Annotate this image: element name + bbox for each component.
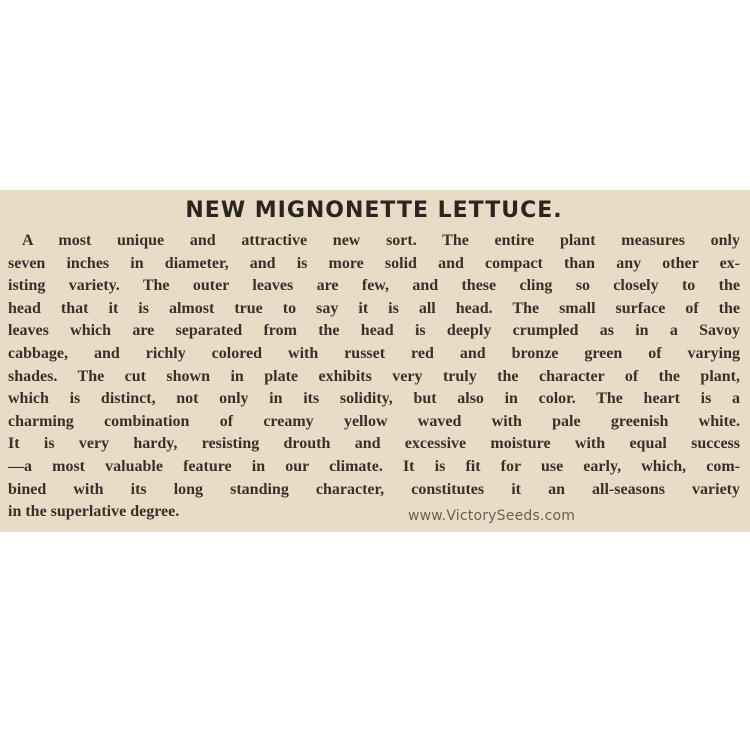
text-line: in the superlative degree.: [8, 503, 180, 521]
text-line: shades. The cut shown in plate exhibits very truly the character of the plant,: [8, 367, 740, 385]
text-line: seven inches in diameter, and is more solid and compact than any other ex-: [8, 254, 740, 272]
text-line: charming combination of creamy yellow waved with pale greenish white.: [8, 412, 740, 430]
article-body: [8, 230, 740, 524]
text-line: A most unique and attractive new sort. The entire plant measures only: [22, 232, 740, 249]
text-line: cabbage, and richly colored with russet red and bronze green of varying: [8, 344, 740, 362]
text-line: isting variety. The outer leaves are few, and these cling so closely to the: [8, 277, 740, 295]
text-line: bined with its long standing character, constitutes it an all-seasons variety: [8, 480, 740, 498]
catalog-clipping: [0, 190, 750, 532]
text-line: leaves which are separated from the head is deeply crumpled as in a Savoy: [8, 322, 740, 340]
text-line: —a most valuable feature in our climate. It is fit for use early, which, com-: [8, 457, 740, 475]
article-title: NEW MIGNONETTE LETTUCE.: [185, 198, 563, 223]
text-line: It is very hardy, resisting drouth and excessive moisture with equal success: [8, 435, 740, 453]
text-line: head that it is almost true to say it is all head. The small surface of the: [8, 299, 740, 317]
watermark-text: www.VictorySeeds.com: [408, 508, 576, 524]
text-line: which is distinct, not only in its solidity, but also in color. The heart is a: [8, 390, 740, 408]
